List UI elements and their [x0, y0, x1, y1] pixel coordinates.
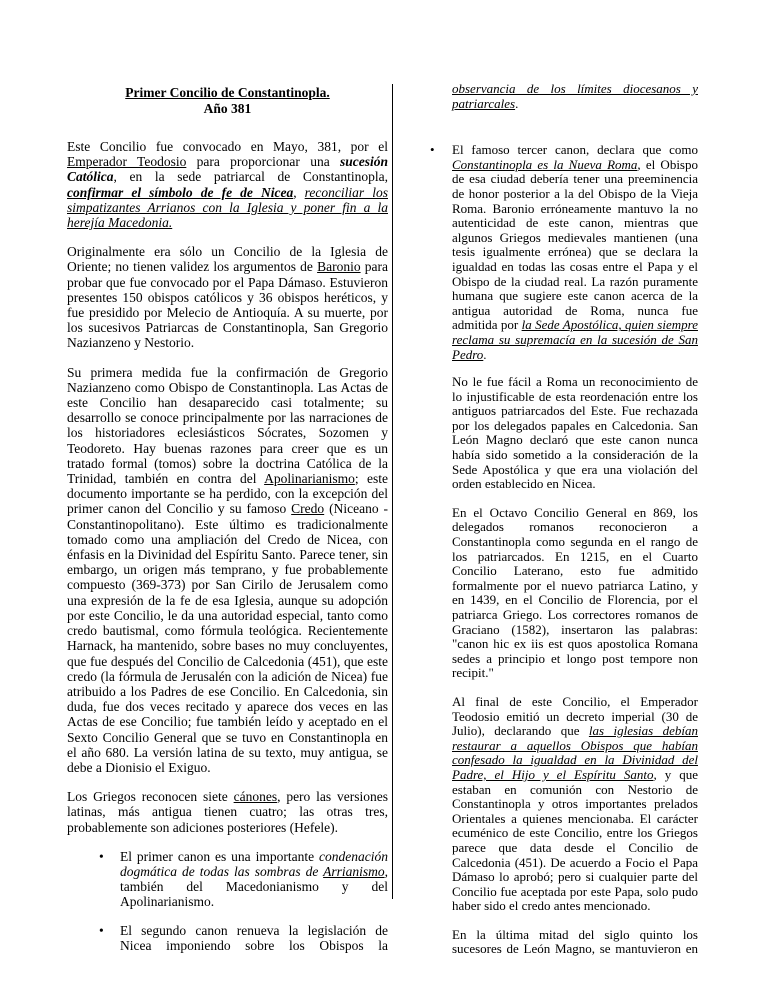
bullet-third-canon-text: El famoso tercer canon, declara que como Constantinopla es la Nueva Roma, el Obispo de esa ciudad debería tener una preeminencia de honor posterior a la del Obispo de la Vieja Roma. Baronio erróneamente mantuvo la no autenticidad de este canon, mientras que algunos Griegos medievales mantienen (una tesis igualmente errónea) que se declara la igualdad en todas las cosas entre el Papa y el Obispo de la ciudad real. La razón puramente humana que sugiere este canon acerca de la antigua autoridad de Roma, nunca fue admitida por la Sede Apostólica, quien siempre reclama su supremacía en la sucesión de San Pedro.	[452, 142, 698, 362]
bullet-icon: •	[430, 142, 435, 158]
bullet-first-canon-text: El primer canon es una importante condenación dogmática de todas las sombras de Arrianismo, también del Macedonianismo y del Apolinarianismo.	[120, 848, 388, 910]
bullet-first-canon	[99, 848, 388, 910]
document-title	[67, 85, 388, 117]
paragraph-imperial-decree: Al final de este Concilio, el Emperador Teodosio emitió un decreto imperial (30 de Julio), declarando que las iglesias debían restaurar a aquellos Obispos que habían confesado la igualdad en la Divinidad del Padre, el Hijo y el Espíritu Santo, y que estaban en comunión con Nestorio de Constantinopla y otros importantes prelados Orientales a quienes mencionaba. El carácter ecuménico de este Concilio, entre los Griegos parece que data desde el Concilio de Calcedonia (451). De acuerdo a Focio el Papa Dámaso lo aprobó; pero si cualquier parte del Concilio fue aceptada por este Papa, solo pudo haber sido el credo antes mencionado.	[452, 693, 698, 914]
bullet-third-canon	[430, 142, 698, 362]
bullet-second-canon	[99, 922, 388, 953]
bullet-icon: •	[99, 922, 104, 938]
paragraph-first-measure: Su primera medida fue la confirmación de Gregorio Nazianzeno como Obispo de Constantinopla. Las Actas de este Concilio han desaparecido casi totalmente; su desarrollo se conoce principalmente por las narraciones de los historiadores eclesiásticos Sócrates, Sozomen y Teodoreto. Hay buenas razones para creer que es un tratado formal (tomos) sobre la doctrina Católica de la Trinidad, también en contra del Apolinarianismo; este documento importante se ha perdido, con la excepción del primer canon del Concilio y su famoso Credo (Niceano - Constantinopolitano). Este último es tradicionalmente tomado como una ampliación del Credo de Nicea, con énfasis en la Divinidad del Espíritu Santo. Parece tener, sin embargo, un origen más temprano, y fue probablemente compuesto (369-373) por San Cirilo de Jerusalem como una expresión de la fe de esa Iglesia, aunque su adopción por este Concilio, le da una autoridad especial, tanto como credo bautismal, como fórmula teológica. Recientemente Harnack, ha mantenido, sobre bases no muy concluyentes, que fue después del Concilio de Calcedonia (451), que este credo (la fórmula de Jerusalén con la adición de Nicea) fue atribuido a los Padres de ese Concilio. En Calcedonia, sin duda, fue dos veces recitado y aparece dos veces en las Actas de ese Concilio; fue también leído y aceptado en el Sexto Concilio General que se tuvo en Constantinopla en el año 680. La versión latina de su texto, muy antigua, se debe a Dionisio el Exiguo.	[67, 364, 388, 775]
left-column	[67, 85, 388, 966]
title-line-year: Año 381	[203, 101, 252, 116]
paragraph-eighth-council: En el Octavo Concilio General en 869, los delegados romanos reconocieron a Constantinopla como segunda en el rango de los patriarcados. En 1215, en el Cuarto Concilio Laterano, esto fue admitido formalmente por el nuevo patriarca Latino, y en 1439, en el Concilio de Florencia, por el patriarca Griego. Los correctores romanos de Graciano (1582), insertaron las palabras: "canon hic ex iis est quos apostolica Romana sedes a principio et longo post tempore non recipit."	[452, 504, 698, 681]
paragraph-fifth-century: En la última mitad del siglo quinto los sucesores de León Magno, se mantuvieron en	[452, 926, 698, 957]
title-line-council: Primer Concilio de Constantinopla.	[125, 85, 330, 100]
paragraph-rome-recognition: No le fue fácil a Roma un reconocimiento de lo injustificable de esta reordenación entre los antiguos patriarcados del Este. Fue rechazada por los delegados papales en Calcedonia. San León Magno declaró que este canon nunca había sido sometido a la consideración de la Sede Apostólica y que era una violación del orden establecido en Nicea.	[452, 374, 698, 492]
paragraph-canons-intro: Los Griegos reconocen siete cánones, pero las versiones latinas, más antigua tienen cuatro; las otras tres, probablemente son adiciones posteriores (Hefele).	[67, 789, 388, 835]
paragraph-convocation: Este Concilio fue convocado en Mayo, 381, por el Emperador Teodosio para proporcionar una sucesión Católica, en la sede patriarcal de Constantinopla, confirmar el símbolo de fe de Nicea, reconciliar los simpatizantes Arrianos con la Iglesia y poner fin a la herejía Macedonia.	[67, 139, 389, 231]
right-column	[392, 82, 698, 971]
bullet-second-canon-text: El segundo canon renueva la legislación de Nicea imponiendo sobre los Obispos la	[120, 922, 388, 953]
bullet-icon: •	[99, 848, 104, 864]
paragraph-second-canon-continuation: observancia de los límites diocesanos y patriarcales.	[452, 81, 698, 111]
paragraph-origin: Originalmente era sólo un Concilio de la Iglesia de Oriente; no tienen validez los argumentos de Baronio para probar que fue convocado por el Papa Dámaso. Estuvieron presentes 150 obispos católicos y 36 obispos heréticos, y fue presidido por Melecio de Antioquía. A su muerte, por los sucesivos Patriarcas de Constantinopla, San Gregorio Nazianzeno y Nestorio.	[67, 244, 388, 351]
